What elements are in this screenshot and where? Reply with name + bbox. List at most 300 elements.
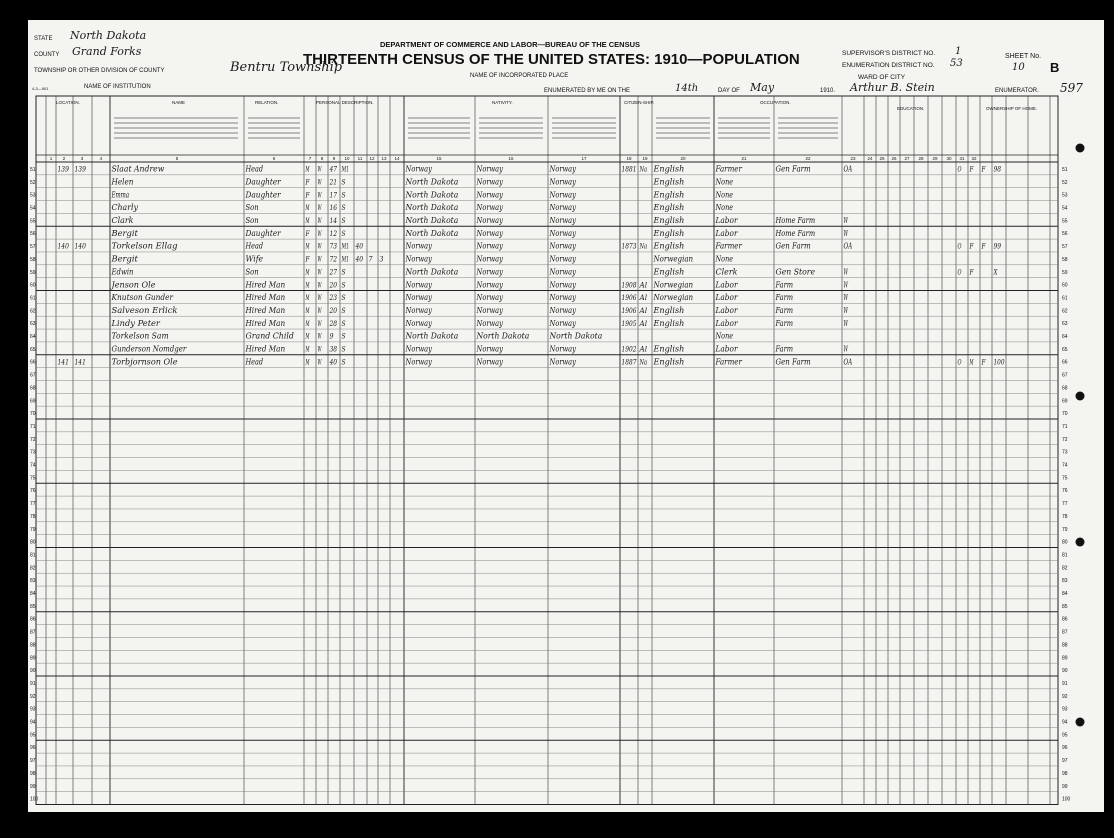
entry-years-married: 40 xyxy=(354,242,364,251)
institution-label: NAME OF INSTITUTION xyxy=(84,84,151,90)
line-number-right: 97 xyxy=(1062,758,1068,765)
entry-dwelling: 141 xyxy=(57,358,69,367)
county-label: COUNTY xyxy=(34,52,60,58)
entry-birth: Norway xyxy=(404,280,433,291)
entry-farm: 98 xyxy=(993,165,1002,174)
line-number-right: 70 xyxy=(1062,411,1068,418)
line-number-right: 90 xyxy=(1062,668,1068,675)
column-number: 5 xyxy=(175,156,179,161)
column-number: 13 xyxy=(381,156,387,161)
entry-industry: Home Farm xyxy=(774,228,816,239)
entry-mother-birth: Norway xyxy=(548,177,577,188)
entry-father-birth: Norway xyxy=(475,267,504,278)
column-number: 24 xyxy=(867,156,873,161)
line-number-left: 98 xyxy=(30,770,36,777)
entry-name: Torbjornson Ole xyxy=(111,357,178,368)
line-number-left: 96 xyxy=(30,745,36,752)
entry-lang: English xyxy=(652,267,685,278)
entry-lang: English xyxy=(652,190,685,201)
column-number: 12 xyxy=(369,156,375,161)
column-number: 10 xyxy=(344,156,350,161)
entry-trade: None xyxy=(714,203,734,214)
entry-birth: Norway xyxy=(404,357,433,368)
entry-birth: Norway xyxy=(404,344,433,355)
line-number-right: 83 xyxy=(1062,578,1068,585)
column-number: 29 xyxy=(932,156,938,161)
line-number-right: 79 xyxy=(1062,526,1068,533)
entry-mother-birth: Norway xyxy=(548,305,577,316)
line-number-left: 92 xyxy=(30,693,36,700)
column-number: 17 xyxy=(581,156,587,161)
entry-birth: North Dakota xyxy=(404,216,459,227)
line-number-right: 88 xyxy=(1062,642,1068,649)
line-number-right: 62 xyxy=(1062,308,1068,315)
entry-father-birth: Norway xyxy=(475,228,504,239)
line-number-right: 60 xyxy=(1062,282,1068,289)
entry-name: Torkelson Ellag xyxy=(111,241,179,252)
column-number: 22 xyxy=(805,156,811,161)
entry-birth: Norway xyxy=(404,305,433,316)
line-number-left: 54 xyxy=(30,205,36,212)
entry-marital: S xyxy=(341,332,346,341)
entry-home: O xyxy=(957,358,962,367)
entry-name: Torkelson Sam xyxy=(111,331,169,342)
entry-lang: English xyxy=(652,203,685,214)
binder-hole xyxy=(1076,392,1085,401)
entry-father-birth: Norway xyxy=(475,280,504,291)
entry-home: O xyxy=(957,268,962,277)
line-number-left: 70 xyxy=(30,411,36,418)
line-number-left: 62 xyxy=(30,308,36,315)
entry-relation: Hired Man xyxy=(244,305,286,316)
line-number-right: 80 xyxy=(1062,539,1068,546)
line-number-left: 56 xyxy=(30,231,36,238)
entry-father-birth: Norway xyxy=(475,164,504,175)
entry-industry: Farm xyxy=(774,280,794,291)
line-number-left: 79 xyxy=(30,526,36,533)
year-label: 1910. xyxy=(820,88,836,94)
page-title: THIRTEENTH CENSUS OF THE UNITED STATES: 1910—POPULATION xyxy=(303,51,800,68)
line-number-right: 96 xyxy=(1062,745,1068,752)
line-number-left: 84 xyxy=(30,591,36,598)
entry-race: W xyxy=(317,217,322,226)
entry-relation: Head xyxy=(244,241,264,252)
entry-father-birth: Norway xyxy=(475,357,504,368)
entry-mother-birth: Norway xyxy=(548,241,577,252)
day-of-label: DAY OF xyxy=(718,88,740,94)
state-value: North Dakota xyxy=(70,29,147,42)
entry-mother-birth: Norway xyxy=(548,344,577,355)
line-number-right: 64 xyxy=(1062,334,1068,341)
entry-father-birth: Norway xyxy=(475,241,504,252)
supervisor-value: 1 xyxy=(955,46,962,57)
enumerated-label: ENUMERATED BY ME ON THE xyxy=(544,88,631,94)
entry-lang: Norwegian xyxy=(652,293,694,304)
entry-trade: Farmer xyxy=(714,357,743,368)
entry-mother-birth: Norway xyxy=(548,190,577,201)
entry-mother-birth: North Dakota xyxy=(548,331,603,342)
entry-lang: English xyxy=(652,216,685,227)
entry-relation: Son xyxy=(245,216,259,227)
entry-farm: 99 xyxy=(993,242,1002,251)
line-number-right: 54 xyxy=(1062,205,1068,212)
entry-name: Lindy Peter xyxy=(110,318,161,329)
entry-immig: 1902 xyxy=(621,345,637,354)
column-number: 26 xyxy=(891,156,897,161)
entry-lang: English xyxy=(652,305,685,316)
column-number: 2 xyxy=(62,156,66,161)
entry-lang: English xyxy=(652,241,685,252)
line-number-right: 84 xyxy=(1062,591,1068,598)
column-number: 32 xyxy=(971,156,977,161)
entry-children-living: 3 xyxy=(379,255,384,264)
entry-age: 20 xyxy=(328,306,338,315)
line-number-right: 51 xyxy=(1062,166,1068,173)
entry-name: Jenson Ole xyxy=(109,280,156,291)
entry-father-birth: Norway xyxy=(475,305,504,316)
entry-mother-birth: Norway xyxy=(548,318,577,329)
supervisor-label: SUPERVISOR'S DISTRICT NO. xyxy=(842,50,936,57)
entry-sex: F xyxy=(304,191,311,200)
line-number-left: 71 xyxy=(30,423,36,430)
line-number-right: 58 xyxy=(1062,256,1068,263)
line-number-left: 86 xyxy=(30,616,36,623)
entry-trade: Labor xyxy=(714,293,739,304)
entry-sex: M xyxy=(304,332,310,341)
entry-marital: S xyxy=(341,204,346,213)
line-number-right: 65 xyxy=(1062,346,1068,353)
entry-relation: Son xyxy=(245,203,259,214)
entry-relation: Head xyxy=(244,164,264,175)
line-number-left: 74 xyxy=(30,462,36,469)
entry-name: Emma xyxy=(110,190,130,201)
entry-birth: North Dakota xyxy=(404,331,459,342)
entry-mother-birth: Norway xyxy=(548,357,577,368)
line-number-right: 59 xyxy=(1062,269,1068,276)
entry-trade: Labor xyxy=(714,344,739,355)
entry-birth: Norway xyxy=(404,164,433,175)
line-number-left: 52 xyxy=(30,179,36,186)
entry-trade: Farmer xyxy=(714,241,743,252)
entry-name: Charly xyxy=(111,203,139,214)
line-number-right: 66 xyxy=(1062,359,1068,366)
entry-sex: M xyxy=(304,165,310,174)
entry-lang: English xyxy=(652,177,685,188)
line-number-right: 85 xyxy=(1062,603,1068,610)
entry-emp: W xyxy=(843,280,849,291)
line-number-left: 73 xyxy=(30,449,36,456)
entry-trade: Labor xyxy=(714,305,739,316)
entry-fm: F xyxy=(968,165,975,174)
entry-trade: Labor xyxy=(714,280,739,291)
column-number: 4 xyxy=(99,156,103,161)
entry-father-birth: North Dakota xyxy=(475,331,530,342)
entry-race: W xyxy=(317,319,322,328)
entry-race: W xyxy=(317,294,322,303)
entry-race: W xyxy=(317,229,322,238)
entry-cit: Al xyxy=(638,319,648,328)
entry-industry: Farm xyxy=(774,318,794,329)
entry-sex: M xyxy=(304,204,310,213)
entry-home: O xyxy=(957,165,962,174)
entry-house: F xyxy=(980,165,987,174)
entry-age: 47 xyxy=(328,165,338,174)
entry-father-birth: Norway xyxy=(475,216,504,227)
line-number-left: 89 xyxy=(30,655,36,662)
group-name: NAME xyxy=(172,100,186,105)
entry-house: F xyxy=(980,358,987,367)
entry-age: 40 xyxy=(328,358,338,367)
entry-relation: Hired Man xyxy=(244,344,286,355)
group-education: EDUCATION. xyxy=(897,106,925,111)
entry-race: W xyxy=(317,332,322,341)
line-number-right: 82 xyxy=(1062,565,1068,572)
group-personal: PERSONAL DESCRIPTION. xyxy=(316,100,374,105)
entry-birth: Norway xyxy=(404,293,433,304)
line-number-right: 57 xyxy=(1062,244,1068,251)
line-number-left: 76 xyxy=(30,488,36,495)
line-number-left: 66 xyxy=(30,359,36,366)
entry-sex: M xyxy=(304,319,310,328)
entry-trade: Clerk xyxy=(715,267,738,278)
entry-trade: Labor xyxy=(714,318,739,329)
enumeration-value: 53 xyxy=(950,58,963,69)
entry-emp: W xyxy=(843,267,849,278)
entry-immig: 1881 xyxy=(621,165,637,174)
line-number-right: 98 xyxy=(1062,770,1068,777)
entry-relation: Head xyxy=(244,357,264,368)
enumeration-label: ENUMERATION DISTRICT NO. xyxy=(842,62,935,69)
line-number-left: 94 xyxy=(30,719,36,726)
entry-father-birth: Norway xyxy=(475,177,504,188)
county-value: Grand Forks xyxy=(72,45,142,58)
entry-age: 27 xyxy=(328,268,338,277)
group-relation: RELATION. xyxy=(255,100,279,105)
entry-mother-birth: Norway xyxy=(548,267,577,278)
entry-emp: OA xyxy=(843,241,853,252)
line-number-left: 95 xyxy=(30,732,36,739)
entry-age: 20 xyxy=(328,281,338,290)
department-line: DEPARTMENT OF COMMERCE AND LABOR—BUREAU OF THE CENSUS xyxy=(380,40,640,49)
entry-mother-birth: Norway xyxy=(548,228,577,239)
entry-age: 73 xyxy=(329,242,338,251)
entry-lang: Norwegian xyxy=(652,280,694,291)
column-number: 7 xyxy=(308,156,312,161)
entry-marital: S xyxy=(341,191,346,200)
entry-age: 28 xyxy=(328,319,338,328)
entry-industry: Gen Store xyxy=(775,267,816,278)
entry-cit: Na xyxy=(638,358,648,367)
entry-name: Helen xyxy=(110,177,134,188)
line-number-left: 100 xyxy=(30,796,39,803)
column-number: 30 xyxy=(946,156,952,161)
entry-sex: M xyxy=(304,345,310,354)
entry-emp: W xyxy=(843,228,849,239)
form-code: 4-3—901 xyxy=(32,86,49,91)
line-number-left: 78 xyxy=(30,513,36,520)
entry-father-birth: Norway xyxy=(475,254,504,265)
column-number: 16 xyxy=(508,156,514,161)
sheet-number: 10 xyxy=(1012,62,1025,73)
entry-age: 23 xyxy=(328,294,338,303)
entry-mother-birth: Norway xyxy=(548,164,577,175)
line-number-left: 68 xyxy=(30,385,36,392)
enumerator-name: Arthur B. Stein xyxy=(850,81,935,94)
entry-relation: Son xyxy=(245,267,259,278)
entry-sex: M xyxy=(304,358,310,367)
entry-lang: Norwegian xyxy=(652,254,694,265)
entry-cit: Na xyxy=(638,242,648,251)
entry-father-birth: Norway xyxy=(475,190,504,201)
line-number-left: 93 xyxy=(30,706,36,713)
entry-name: Slaat Andrew xyxy=(111,164,165,175)
line-number-left: 61 xyxy=(30,295,36,302)
line-number-right: 92 xyxy=(1062,693,1068,700)
enumerator-label: ENUMERATOR. xyxy=(995,88,1039,94)
entry-relation: Hired Man xyxy=(244,318,286,329)
entry-birth: North Dakota xyxy=(404,228,459,239)
group-location: LOCATION. xyxy=(56,100,80,105)
line-number-right: 53 xyxy=(1062,192,1068,199)
entry-relation: Daughter xyxy=(244,190,282,201)
line-number-right: 81 xyxy=(1062,552,1068,559)
line-number-right: 89 xyxy=(1062,655,1068,662)
entry-father-birth: Norway xyxy=(475,293,504,304)
entry-lang: English xyxy=(652,318,685,329)
entry-emp: W xyxy=(843,318,849,329)
line-number-left: 67 xyxy=(30,372,36,379)
entry-emp: W xyxy=(843,305,849,316)
entry-marital: S xyxy=(341,217,346,226)
entry-sex: F xyxy=(304,229,311,238)
entry-family: 139 xyxy=(74,165,87,174)
line-number-right: 71 xyxy=(1062,423,1068,430)
entry-marital: S xyxy=(341,281,346,290)
entry-birth: Norway xyxy=(404,254,433,265)
entry-race: W xyxy=(317,255,322,264)
entry-race: W xyxy=(317,345,322,354)
entry-sex: M xyxy=(304,217,310,226)
line-number-left: 75 xyxy=(30,475,36,482)
column-number: 9 xyxy=(332,156,336,161)
line-number-left: 60 xyxy=(30,282,36,289)
entry-marital: M1 xyxy=(340,242,350,251)
entry-emp: OA xyxy=(843,357,853,368)
entry-race: W xyxy=(317,165,322,174)
line-number-right: 75 xyxy=(1062,475,1068,482)
column-number: 20 xyxy=(680,156,686,161)
entry-father-birth: Norway xyxy=(475,318,504,329)
line-number-left: 85 xyxy=(30,603,36,610)
entry-emp: W xyxy=(843,293,849,304)
entry-birth: North Dakota xyxy=(404,267,459,278)
line-number-right: 69 xyxy=(1062,398,1068,405)
entry-race: W xyxy=(317,281,322,290)
line-number-right: 93 xyxy=(1062,706,1068,713)
line-number-right: 91 xyxy=(1062,680,1068,687)
entry-sex: M xyxy=(304,294,310,303)
column-number: 19 xyxy=(642,156,648,161)
line-number-left: 57 xyxy=(30,244,36,251)
line-number-left: 82 xyxy=(30,565,36,572)
line-number-right: 78 xyxy=(1062,513,1068,520)
entry-children-born: 7 xyxy=(368,255,373,264)
entry-relation: Grand Child xyxy=(245,331,295,342)
line-number-left: 80 xyxy=(30,539,36,546)
line-number-right: 55 xyxy=(1062,218,1068,225)
entry-race: W xyxy=(317,268,322,277)
incorporated-label: NAME OF INCORPORATED PLACE xyxy=(470,73,569,79)
binder-hole xyxy=(1076,718,1085,727)
entry-name: Salveson Erlick xyxy=(111,305,178,316)
line-number-left: 90 xyxy=(30,668,36,675)
entry-sex: F xyxy=(304,178,311,187)
entry-birth: North Dakota xyxy=(404,190,459,201)
line-number-right: 68 xyxy=(1062,385,1068,392)
line-number-right: 61 xyxy=(1062,295,1068,302)
entry-age: 72 xyxy=(329,255,338,264)
column-number: 11 xyxy=(357,156,363,161)
entry-age: 12 xyxy=(329,229,338,238)
entry-trade: Farmer xyxy=(714,164,743,175)
entry-age: 38 xyxy=(329,345,338,354)
entry-marital: S xyxy=(341,229,346,238)
column-number: 28 xyxy=(918,156,924,161)
entry-race: W xyxy=(317,306,322,315)
entry-name: Bergit xyxy=(110,228,139,239)
entry-relation: Daughter xyxy=(244,228,282,239)
line-number-right: 63 xyxy=(1062,321,1068,328)
column-number: 23 xyxy=(850,156,856,161)
entry-age: 14 xyxy=(329,217,338,226)
line-number-left: 77 xyxy=(30,501,36,508)
entry-age: 21 xyxy=(328,178,338,187)
line-number-right: 56 xyxy=(1062,231,1068,238)
entry-mother-birth: Norway xyxy=(548,254,577,265)
entry-cit: Al xyxy=(638,306,648,315)
enumerated-day: 14th xyxy=(675,83,699,94)
entry-marital: S xyxy=(341,306,346,315)
line-number-right: 94 xyxy=(1062,719,1068,726)
entry-age: 17 xyxy=(329,191,338,200)
line-number-left: 63 xyxy=(30,321,36,328)
column-number: 21 xyxy=(741,156,747,161)
entry-immig: 1908 xyxy=(621,281,637,290)
line-number-left: 83 xyxy=(30,578,36,585)
group-nativity: NATIVITY. xyxy=(492,100,513,105)
group-citizenship: CITIZEN-SHIP. xyxy=(624,100,655,105)
enumerated-month: May xyxy=(750,81,775,94)
entry-marital: S xyxy=(341,178,346,187)
entry-marital: M1 xyxy=(340,255,350,264)
entry-farm: 100 xyxy=(993,358,1005,367)
entry-lang: English xyxy=(652,228,685,239)
line-number-left: 58 xyxy=(30,256,36,263)
line-number-right: 67 xyxy=(1062,372,1068,379)
entry-lang: English xyxy=(652,164,685,175)
entry-mother-birth: Norway xyxy=(548,216,577,227)
column-number: 3 xyxy=(80,156,84,161)
line-number-left: 72 xyxy=(30,436,36,443)
entry-marital: S xyxy=(341,268,346,277)
entry-sex: M xyxy=(304,242,310,251)
line-number-left: 97 xyxy=(30,758,36,765)
line-number-right: 73 xyxy=(1062,449,1068,456)
entry-fm: M xyxy=(968,358,974,367)
entry-father-birth: Norway xyxy=(475,344,504,355)
column-number: 18 xyxy=(626,156,632,161)
entry-farm: X xyxy=(992,268,999,277)
